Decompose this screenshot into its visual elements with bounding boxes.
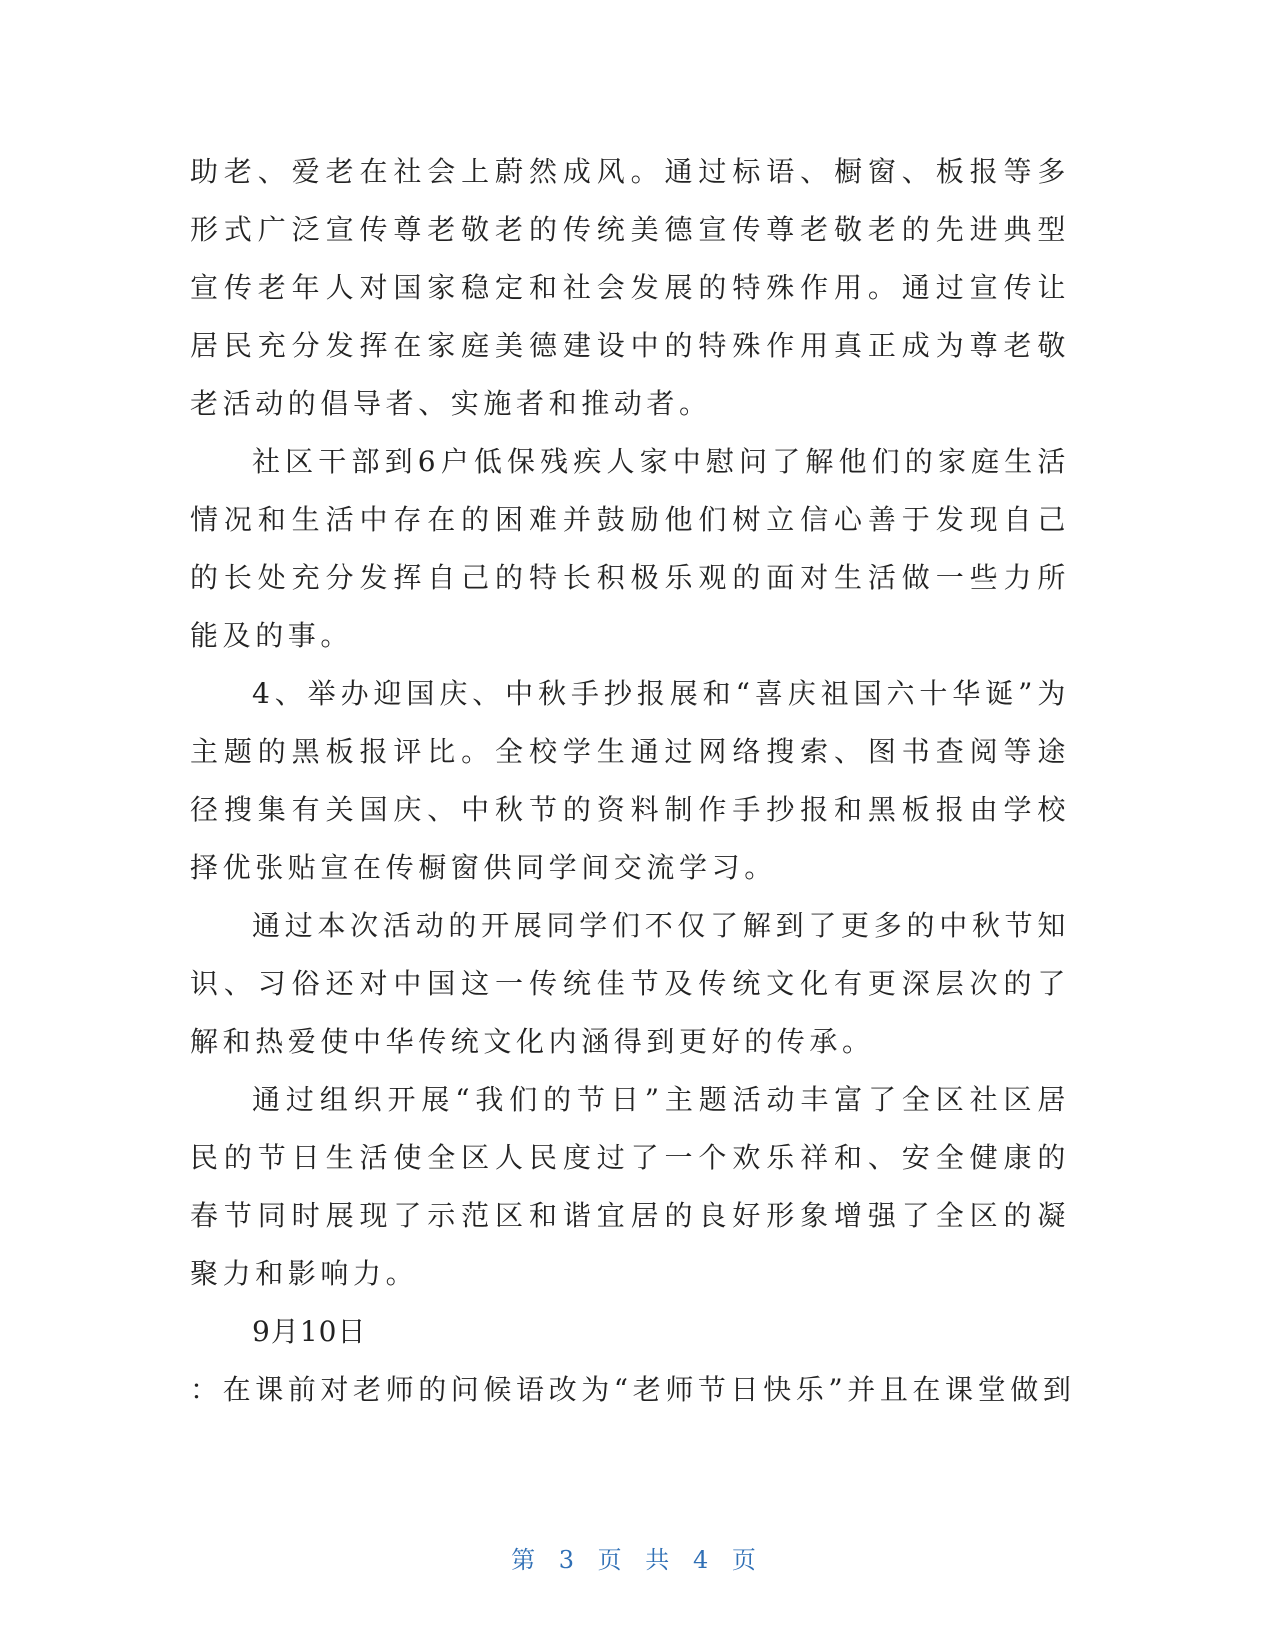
paragraph-our-festival: 通过组织开展“我们的节日”主题活动丰富了全区社区居民的节日生活使全区人民度过了一个欢乐祥和、安全健康的春节同时展现了示范区和谐宜居的良好形象增强了全区的凝聚力和影响力。: [190, 1083, 1070, 1290]
date-heading: 9月10日: [252, 1315, 367, 1348]
teacher-greeting-line: ：在课前对老师的问候语改为“老师节日快乐”并且在课堂做到: [190, 1373, 1076, 1406]
paragraph-mid-autumn-summary: 通过本次活动的开展同学们不仅了解到了更多的中秋节知识、习俗还对中国这一传统佳节及传统文化有更深层次的了解和热爱使中华传统文化内涵得到更好的传承。: [190, 909, 1070, 1058]
page-number-footer: 第 3 页 共 4 页: [511, 1546, 764, 1574]
paragraph-elderly-care: 助老、爱老在社会上蔚然成风。通过标语、橱窗、板报等多形式广泛宣传尊老敬老的传统美德宣传尊老敬老的先进典型宣传老年人对国家稳定和社会发展的特殊作用。通过宣传让居民充分发挥在家庭美德建设中的特殊作用真正成为尊老敬老活动的倡导者、实施者和推动者。: [190, 155, 1070, 420]
paragraph-community-visit: 社区干部到6户低保残疾人家中慰问了解他们的家庭生活情况和生活中存在的困难并鼓励他们树立信心善于发现自己的长处充分发挥自己的特长积极乐观的面对生活做一些力所能及的事。: [190, 445, 1070, 652]
paragraph-handwritten-newspaper: 4、举办迎国庆、中秋手抄报展和“喜庆祖国六十华诞”为主题的黑板报评比。全校学生通过网络搜索、图书查阅等途径搜集有关国庆、中秋节的资料制作手抄报和黑板报由学校择优张贴宣在传橱窗供同学间交流学习。: [190, 677, 1070, 884]
document-body: [190, 143, 1076, 1419]
